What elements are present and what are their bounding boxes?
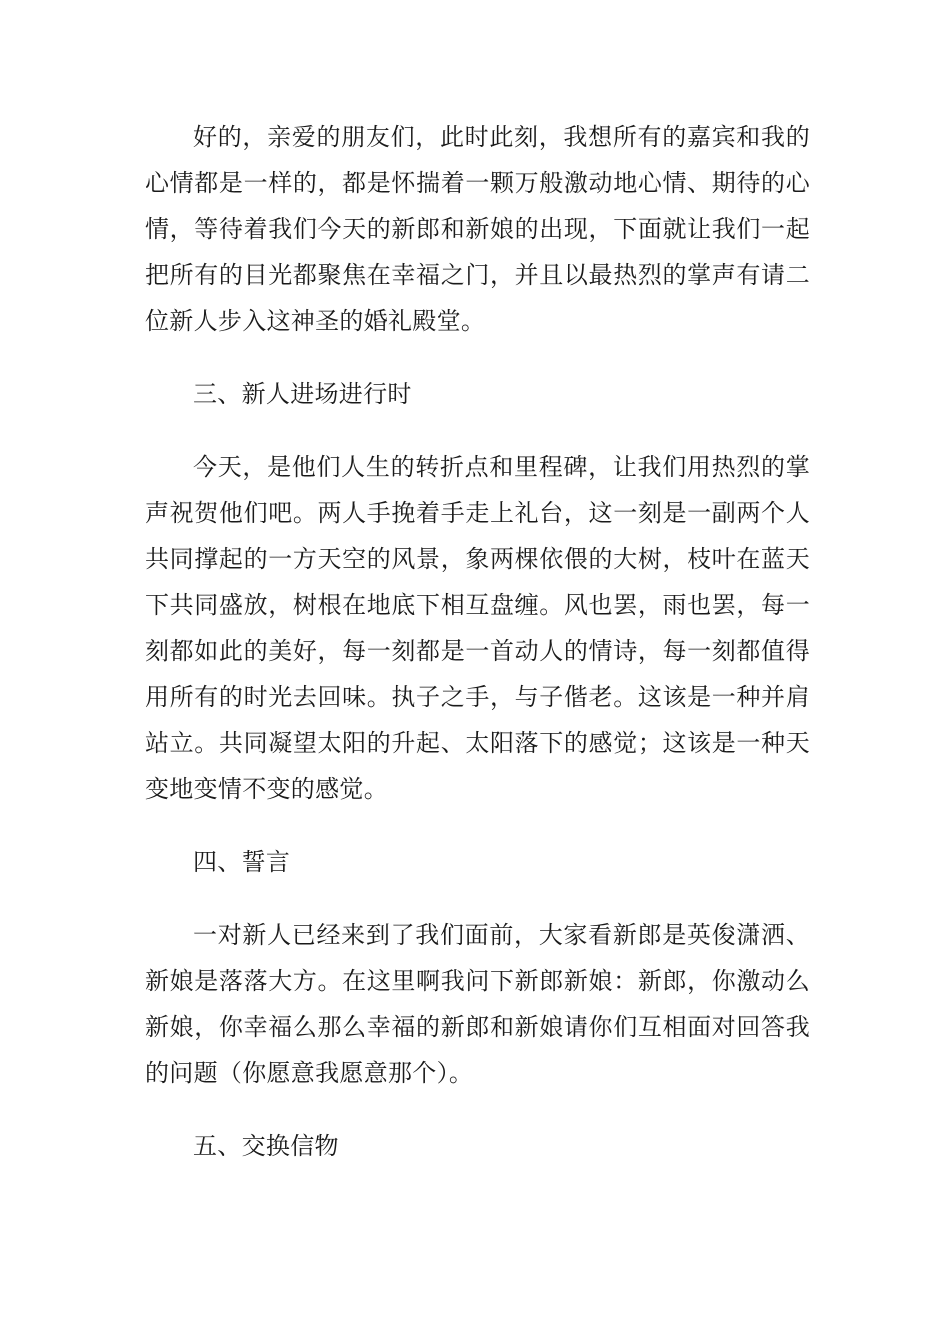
paragraph-invitation: 好的，亲爱的朋友们，此时此刻，我想所有的嘉宾和我的心情都是一样的，都是怀揣着一颗万般激动地心情、期待的心情，等待着我们今天的新郎和新娘的出现，下面就让我们一起把所有的目光都聚焦在幸福之门，并且以最热烈的掌声有请二位新人步入这神圣的婚礼殿堂。 <box>145 123 810 335</box>
paragraph-entrance: 今天，是他们人生的转折点和里程碑，让我们用热烈的掌声祝贺他们吧。两人手挽着手走上礼台，这一刻是一副两个人共同撑起的一方天空的风景，象两棵依偎的大树，枝叶在蓝天下共同盛放，树根在地底下相互盘缠。风也罢，雨也罢，每一刻都如此的美好，每一刻都是一首动人的情诗，每一刻都值得用所有的时光去回味。执子之手，与子偕老。这该是一种并肩站立。共同凝望太阳的升起、太阳落下的感觉；这该是一种天变地变情不变的感觉。 <box>145 453 810 803</box>
paragraph-vows: 一对新人已经来到了我们面前，大家看新郎是英俊潇洒、新娘是落落大方。在这里啊我问下新郎新娘：新郎，你激动么新娘，你幸福么那么幸福的新郎和新娘请你们互相面对回答我的问题（你愿意我愿意那个）。 <box>145 921 810 1087</box>
section-heading-exchange: 五、交换信物 <box>193 1132 339 1160</box>
document-body <box>145 114 810 1169</box>
section-heading-entrance: 三、新人进场进行时 <box>193 380 412 408</box>
section-heading-vows: 四、誓言 <box>193 848 291 876</box>
